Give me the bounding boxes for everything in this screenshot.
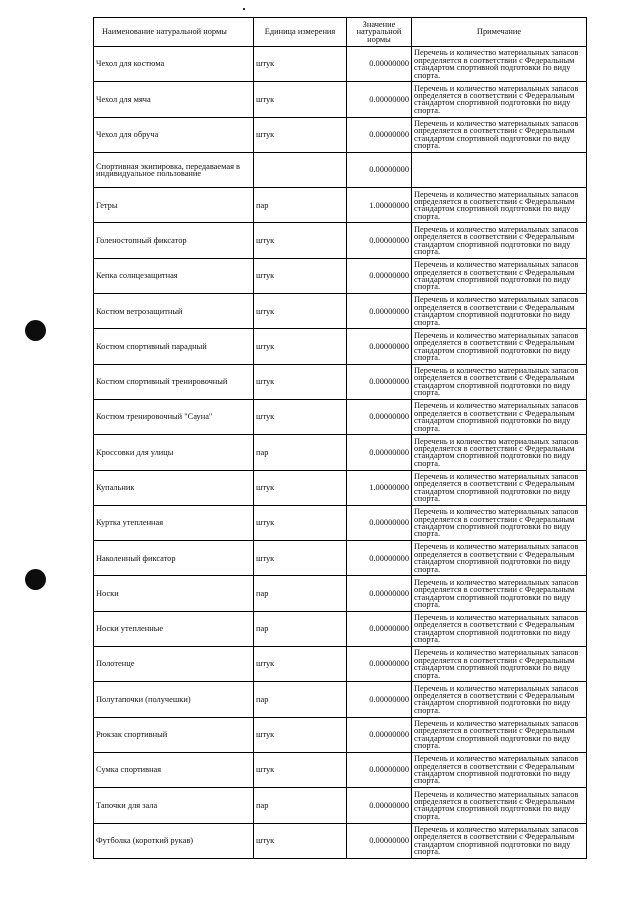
cell-unit: пар	[254, 435, 347, 470]
table-row	[94, 823, 587, 858]
table-row	[94, 399, 587, 434]
cell-note: Перечень и количество материальных запасов определяется в соответствии с Федеральным стандартом спортивной подготовки по виду спорта.	[412, 82, 587, 117]
table-row	[94, 505, 587, 540]
cell-note: Перечень и количество материальных запасов определяется в соответствии с Федеральным стандартом спортивной подготовки по виду спорта.	[412, 823, 587, 858]
cell-note: Перечень и количество материальных запасов определяется в соответствии с Федеральным стандартом спортивной подготовки по виду спорта.	[412, 47, 587, 82]
cell-name: Сумка спортивная	[94, 752, 254, 787]
cell-note: Перечень и количество материальных запасов определяется в соответствии с Федеральным стандартом спортивной подготовки по виду спорта.	[412, 788, 587, 823]
cell-value: 1.00000000	[347, 188, 412, 223]
cell-name: Чехол для мяча	[94, 82, 254, 117]
cell-note: Перечень и количество материальных запасов определяется в соответствии с Федеральным стандартом спортивной подготовки по виду спорта.	[412, 223, 587, 258]
cell-value: 0.00000000	[347, 541, 412, 576]
table-header-row	[94, 18, 587, 47]
table-row	[94, 752, 587, 787]
cell-value: 0.00000000	[347, 117, 412, 152]
header-note: Примечание	[412, 18, 587, 47]
table-body	[94, 47, 587, 859]
table-row	[94, 576, 587, 611]
cell-name: Купальник	[94, 470, 254, 505]
cell-unit: штук	[254, 505, 347, 540]
cell-name: Спортивная экипировка, передаваемая в индивидуальное пользование	[94, 152, 254, 187]
cell-name: Рюкзак спортивный	[94, 717, 254, 752]
cell-unit: штук	[254, 470, 347, 505]
cell-unit: штук	[254, 717, 347, 752]
cell-value: 0.00000000	[347, 399, 412, 434]
cell-value: 0.00000000	[347, 258, 412, 293]
punch-hole-mark	[25, 320, 46, 341]
cell-unit	[254, 152, 347, 187]
cell-value: 0.00000000	[347, 329, 412, 364]
cell-value: 0.00000000	[347, 682, 412, 717]
cell-unit: штук	[254, 823, 347, 858]
cell-value: 0.00000000	[347, 717, 412, 752]
cell-note: Перечень и количество материальных запасов определяется в соответствии с Федеральным стандартом спортивной подготовки по виду спорта.	[412, 435, 587, 470]
cell-value: 0.00000000	[347, 576, 412, 611]
cell-value: 0.00000000	[347, 294, 412, 329]
cell-note: Перечень и количество материальных запасов определяется в соответствии с Федеральным стандартом спортивной подготовки по виду спорта.	[412, 294, 587, 329]
cell-value: 0.00000000	[347, 47, 412, 82]
cell-unit: штук	[254, 47, 347, 82]
cell-value: 0.00000000	[347, 647, 412, 682]
cell-name: Наколенный фиксатор	[94, 541, 254, 576]
cell-note: Перечень и количество материальных запасов определяется в соответствии с Федеральным стандартом спортивной подготовки по виду спорта.	[412, 576, 587, 611]
cell-note: Перечень и количество материальных запасов определяется в соответствии с Федеральным стандартом спортивной подготовки по виду спорта.	[412, 647, 587, 682]
table-row	[94, 682, 587, 717]
cell-name: Костюм тренировочный "Сауна"	[94, 399, 254, 434]
cell-unit: штук	[254, 399, 347, 434]
cell-note: Перечень и количество материальных запасов определяется в соответствии с Федеральным стандартом спортивной подготовки по виду спорта.	[412, 117, 587, 152]
table-row	[94, 435, 587, 470]
cell-unit: пар	[254, 188, 347, 223]
cell-name: Полотенце	[94, 647, 254, 682]
table-row	[94, 294, 587, 329]
cell-note: Перечень и количество материальных запасов определяется в соответствии с Федеральным стандартом спортивной подготовки по виду спорта.	[412, 611, 587, 646]
cell-name: Куртка утепленная	[94, 505, 254, 540]
cell-name: Костюм ветрозащитный	[94, 294, 254, 329]
table-row	[94, 611, 587, 646]
cell-value: 0.00000000	[347, 435, 412, 470]
cell-unit: пар	[254, 576, 347, 611]
table-row	[94, 647, 587, 682]
punch-hole-mark	[25, 569, 46, 590]
table-row	[94, 788, 587, 823]
cell-unit: штук	[254, 117, 347, 152]
header-name: Наименование натуральной нормы	[94, 18, 254, 47]
cell-unit: штук	[254, 541, 347, 576]
cell-note: Перечень и количество материальных запасов определяется в соответствии с Федеральным стандартом спортивной подготовки по виду спорта.	[412, 505, 587, 540]
cell-unit: штук	[254, 223, 347, 258]
table-row	[94, 152, 587, 187]
header-unit: Единица измерения	[254, 18, 347, 47]
cell-name: Гетры	[94, 188, 254, 223]
table-row	[94, 329, 587, 364]
cell-unit: штук	[254, 82, 347, 117]
cell-note: Перечень и количество материальных запасов определяется в соответствии с Федеральным стандартом спортивной подготовки по виду спорта.	[412, 752, 587, 787]
cell-unit: штук	[254, 329, 347, 364]
cell-unit: штук	[254, 364, 347, 399]
cell-value: 0.00000000	[347, 611, 412, 646]
cell-name: Чехол для костюма	[94, 47, 254, 82]
cell-value: 0.00000000	[347, 752, 412, 787]
table-row	[94, 470, 587, 505]
table-row	[94, 47, 587, 82]
cell-value: 0.00000000	[347, 505, 412, 540]
cell-note: Перечень и количество материальных запасов определяется в соответствии с Федеральным стандартом спортивной подготовки по виду спорта.	[412, 470, 587, 505]
header-value: Значение натуральной нормы	[347, 18, 412, 47]
table-row	[94, 117, 587, 152]
cell-note: Перечень и количество материальных запасов определяется в соответствии с Федеральным стандартом спортивной подготовки по виду спорта.	[412, 188, 587, 223]
cell-name: Кепка солнцезащитная	[94, 258, 254, 293]
cell-note: Перечень и количество материальных запасов определяется в соответствии с Федеральным стандартом спортивной подготовки по виду спорта.	[412, 329, 587, 364]
cell-name: Костюм спортивный парадный	[94, 329, 254, 364]
norms-table	[93, 17, 587, 859]
cell-name: Футболка (короткий рукав)	[94, 823, 254, 858]
cell-unit: штук	[254, 294, 347, 329]
cell-name: Костюм спортивный тренировочный	[94, 364, 254, 399]
cell-name: Голеностопный фиксатор	[94, 223, 254, 258]
cell-name: Чехол для обруча	[94, 117, 254, 152]
cell-name: Кроссовки для улицы	[94, 435, 254, 470]
table-row	[94, 541, 587, 576]
cell-value: 0.00000000	[347, 364, 412, 399]
cell-unit: пар	[254, 611, 347, 646]
cell-value: 0.00000000	[347, 788, 412, 823]
table-row	[94, 258, 587, 293]
cell-name: Полутапочки (получешки)	[94, 682, 254, 717]
table-row	[94, 223, 587, 258]
scan-speck	[243, 8, 245, 10]
cell-value: 1.00000000	[347, 470, 412, 505]
cell-note: Перечень и количество материальных запасов определяется в соответствии с Федеральным стандартом спортивной подготовки по виду спорта.	[412, 258, 587, 293]
cell-value: 0.00000000	[347, 82, 412, 117]
cell-name: Носки утепленные	[94, 611, 254, 646]
cell-note: Перечень и количество материальных запасов определяется в соответствии с Федеральным стандартом спортивной подготовки по виду спорта.	[412, 399, 587, 434]
cell-note: Перечень и количество материальных запасов определяется в соответствии с Федеральным стандартом спортивной подготовки по виду спорта.	[412, 682, 587, 717]
cell-unit: пар	[254, 682, 347, 717]
cell-name: Тапочки для зала	[94, 788, 254, 823]
table-row	[94, 188, 587, 223]
table-row	[94, 717, 587, 752]
cell-value: 0.00000000	[347, 223, 412, 258]
cell-unit: пар	[254, 788, 347, 823]
cell-note: Перечень и количество материальных запасов определяется в соответствии с Федеральным стандартом спортивной подготовки по виду спорта.	[412, 717, 587, 752]
cell-unit: штук	[254, 258, 347, 293]
cell-value: 0.00000000	[347, 152, 412, 187]
table-row	[94, 364, 587, 399]
cell-note	[412, 152, 587, 187]
cell-note: Перечень и количество материальных запасов определяется в соответствии с Федеральным стандартом спортивной подготовки по виду спорта.	[412, 364, 587, 399]
cell-value: 0.00000000	[347, 823, 412, 858]
cell-note: Перечень и количество материальных запасов определяется в соответствии с Федеральным стандартом спортивной подготовки по виду спорта.	[412, 541, 587, 576]
cell-name: Носки	[94, 576, 254, 611]
table-row	[94, 82, 587, 117]
cell-unit: штук	[254, 647, 347, 682]
cell-unit: штук	[254, 752, 347, 787]
